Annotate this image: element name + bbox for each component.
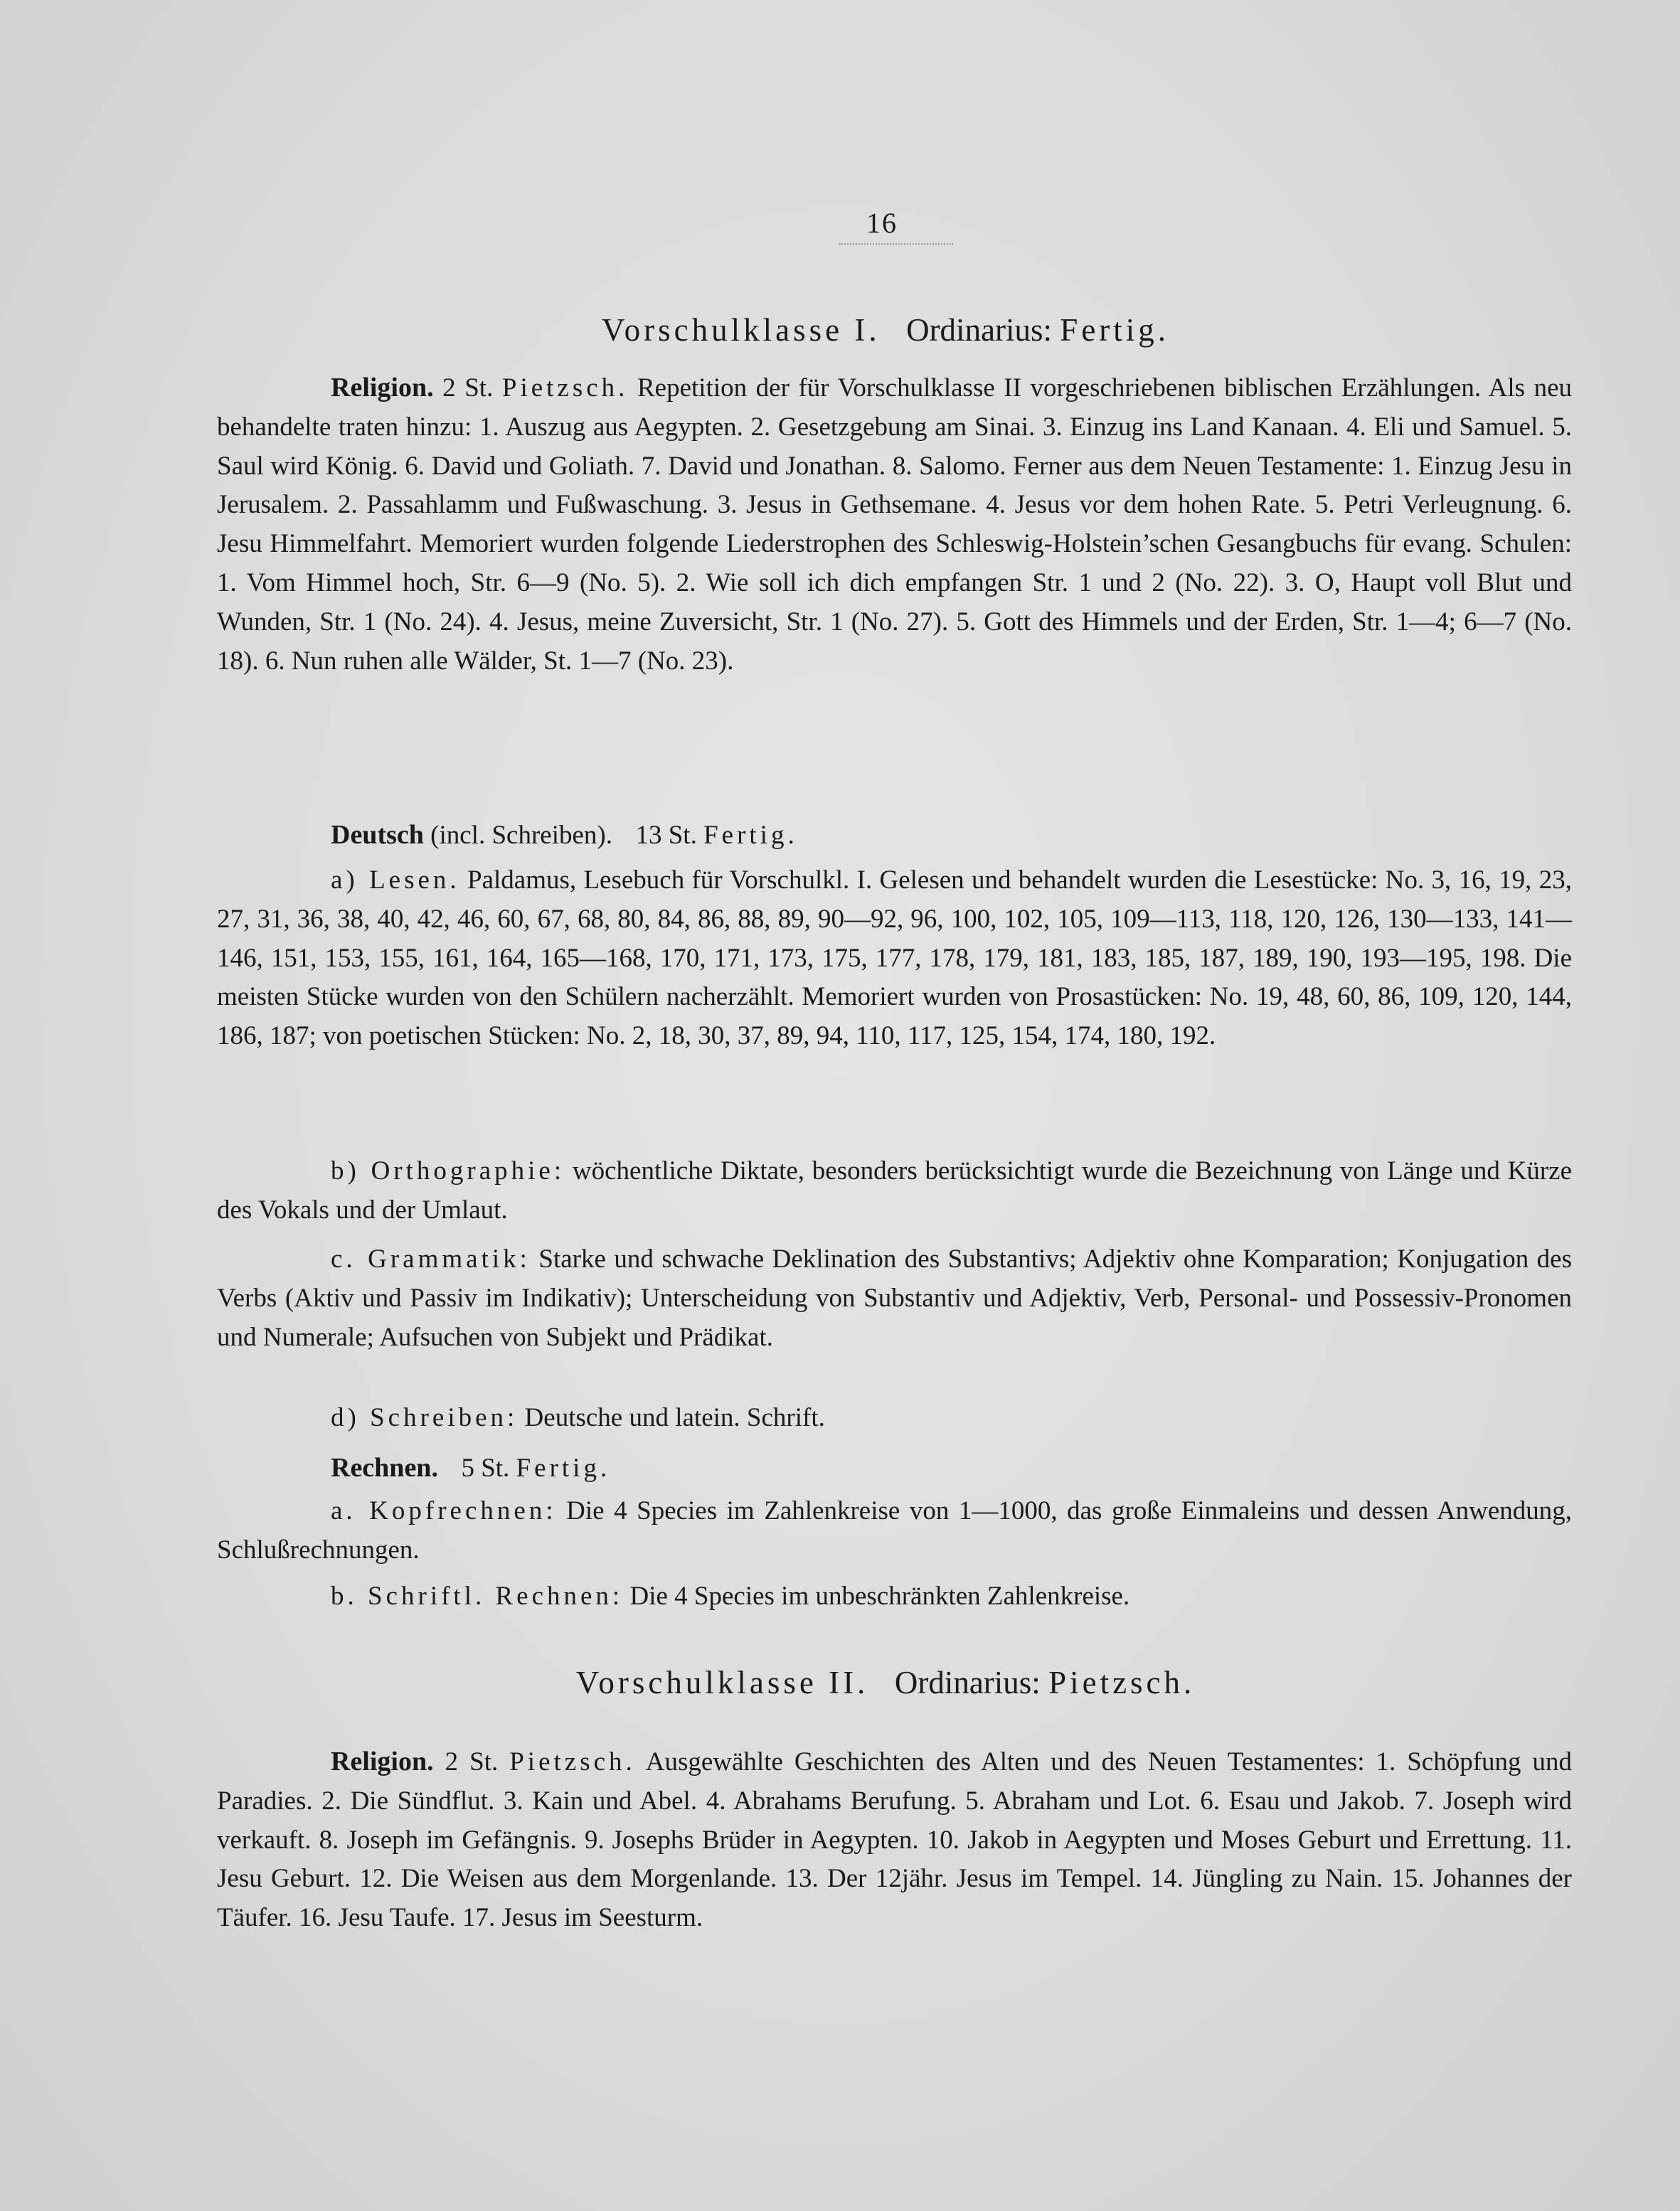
paragraph-text: Die 4 Species im unbeschränkten Zahlenkreise.	[629, 1582, 1130, 1611]
section-title-class: Vorschulklasse II.	[575, 1665, 869, 1700]
grammatik-paragraph	[217, 1240, 1572, 1357]
section-title-teacher: Pietzsch.	[1048, 1665, 1196, 1700]
section-title-ordinarius: Ordinarius:	[906, 312, 1053, 348]
subject-heading: Rechnen.	[331, 1453, 438, 1483]
religion-paragraph-1	[217, 368, 1572, 681]
subject-note: (incl. Schreiben).	[430, 821, 612, 850]
orthographie-paragraph	[217, 1152, 1572, 1230]
subject-teacher: Pietzsch.	[509, 1747, 636, 1776]
subject-hours: 5 St.	[461, 1454, 510, 1483]
sub-heading: c. Grammatik:	[331, 1245, 531, 1274]
page-number-rule	[839, 243, 953, 245]
paragraph-text: Die 4 Species im Zahlenkreise von 1—1000, das große Einmaleins und dessen Anwendung, Schlußrechnungen.	[217, 1496, 1572, 1565]
subject-hours: 2 St.	[442, 373, 494, 403]
lesen-paragraph	[217, 861, 1572, 1056]
sub-heading: a) Lesen.	[331, 865, 460, 895]
subject-heading: Deutsch	[331, 820, 424, 850]
sub-heading: b. Schriftl. Rechnen:	[331, 1582, 624, 1611]
subject-hours: 2 St.	[445, 1747, 499, 1776]
schreiben-paragraph	[217, 1399, 1572, 1438]
subject-teacher: Fertig.	[703, 821, 798, 850]
section-title-vorschulklasse-2	[206, 1664, 1565, 1701]
sub-heading: a. Kopfrechnen:	[331, 1496, 557, 1525]
page-number: 16	[866, 207, 898, 239]
section-title-class: Vorschulklasse I.	[601, 312, 881, 348]
paragraph-text: Starke und schwache Deklination des Substantivs; Adjektiv ohne Komparation; Konjugation des Verbs (Aktiv und Passiv im Indikativ); Unterscheidung von Substantiv und Adjektiv, Verb, Personal- und Possessiv-Pronomen und Numerale; Aufsuchen von Subjekt und Prädikat.	[217, 1245, 1572, 1352]
paragraph-text: Repetition der für Vorschulklasse II vorgeschriebenen biblischen Erzählungen. Als neu behandelte traten hinzu: 1. Auszug aus Aegypten. 2. Gesetzgebung am Sinai. 3. Einzug ins Land Kanaan. 4. Eli und Samuel. 5. Saul wird König. 6. David und Goliath. 7. David und Jonathan. 8. Salomo. Ferner aus dem Neuen Testamente: 1. Einzug Jesu in Jerusalem. 2. Passahlamm und Fußwaschung. 3. Jesus in Gethsemane. 4. Jesus vor dem hohen Rate. 5. Petri Verleugnung. 6. Jesu Himmelfahrt. Memoriert wurden folgende Liederstrophen des Schleswig-Holstein’schen Gesangbuchs für evang. Schulen: 1. Vom Himmel hoch, Str. 6—9 (No. 5). 2. Wie soll ich dich empfangen Str. 1 und 2 (No. 22). 3. O, Haupt voll Blut und Wunden, Str. 1 (No. 24). 4. Jesus, meine Zuversicht, Str. 1 (No. 27). 5. Gott des Himmels und der Erden, Str. 1—4; 6—7 (No. 18). 6. Nun ruhen alle Wälder, St. 1—7 (No. 23).	[217, 373, 1573, 676]
religion-paragraph-2	[217, 1742, 1572, 1938]
sub-heading: d) Schreiben:	[331, 1403, 519, 1432]
section-title-ordinarius: Ordinarius:	[894, 1665, 1041, 1700]
schriftliches-rechnen-paragraph	[217, 1577, 1572, 1616]
kopfrechnen-paragraph	[217, 1492, 1572, 1570]
sub-heading: b) Orthographie:	[331, 1156, 565, 1186]
subject-heading: Religion.	[331, 1747, 434, 1776]
paragraph-text: wöchentliche Diktate, besonders berücksichtigt wurde die Bezeichnung von Länge und Kürze des Vokals und der Umlaut.	[217, 1156, 1572, 1225]
section-title-vorschulklasse-1	[206, 311, 1565, 348]
subject-hours: 13 St.	[635, 821, 697, 850]
rechnen-heading-line	[217, 1449, 1572, 1488]
subject-teacher: Pietzsch.	[501, 373, 629, 403]
paragraph-text: Paldamus, Lesebuch für Vorschulkl. I. Gelesen und behandelt wurden die Lesestücke: No. 3, 16, 19, 23, 27, 31, 36, 38, 40, 42, 46, 60, 67, 68, 80, 84, 86, 88, 89, 90—92, 96, 100, 102, 105, 109—113, 118, 120, 126, 130—133, 141—146, 151, 153, 155, 161, 164, 165—168, 170, 171, 173, 175, 177, 178, 179, 181, 183, 185, 187, 189, 190, 193—195, 198. Die meisten Stücke wurden von den Schülern nacherzählt. Memoriert wurden von Prosastücken: No. 19, 48, 60, 86, 109, 120, 144, 186, 187; von poetischen Stücken: No. 2, 18, 30, 37, 89, 94, 110, 117, 125, 154, 174, 180, 192.	[217, 865, 1573, 1051]
paragraph-text: Ausgewählte Geschichten des Alten und des Neuen Testamentes: 1. Schöpfung und Paradies. 2. Die Sündflut. 3. Kain und Abel. 4. Abrahams Berufung. 5. Abraham und Lot. 6. Esau und Jakob. 7. Joseph wird verkauft. 8. Joseph im Gefängnis. 9. Josephs Brüder in Aegypten. 10. Jakob in Aegypten und Moses Geburt und Errettung. 11. Jesu Geburt. 12. Die Weisen aus dem Morgenlande. 13. Der 12jähr. Jesus im Tempel. 14. Jüngling zu Nain. 15. Johannes der Täufer. 16. Jesu Taufe. 17. Jesus im Seesturm.	[217, 1747, 1573, 1933]
deutsch-heading-line	[217, 816, 1572, 856]
subject-heading: Religion.	[331, 373, 434, 403]
subject-teacher: Fertig.	[516, 1454, 611, 1483]
section-title-teacher: Fertig.	[1060, 312, 1170, 348]
paragraph-text: Deutsche und latein. Schrift.	[524, 1403, 825, 1432]
